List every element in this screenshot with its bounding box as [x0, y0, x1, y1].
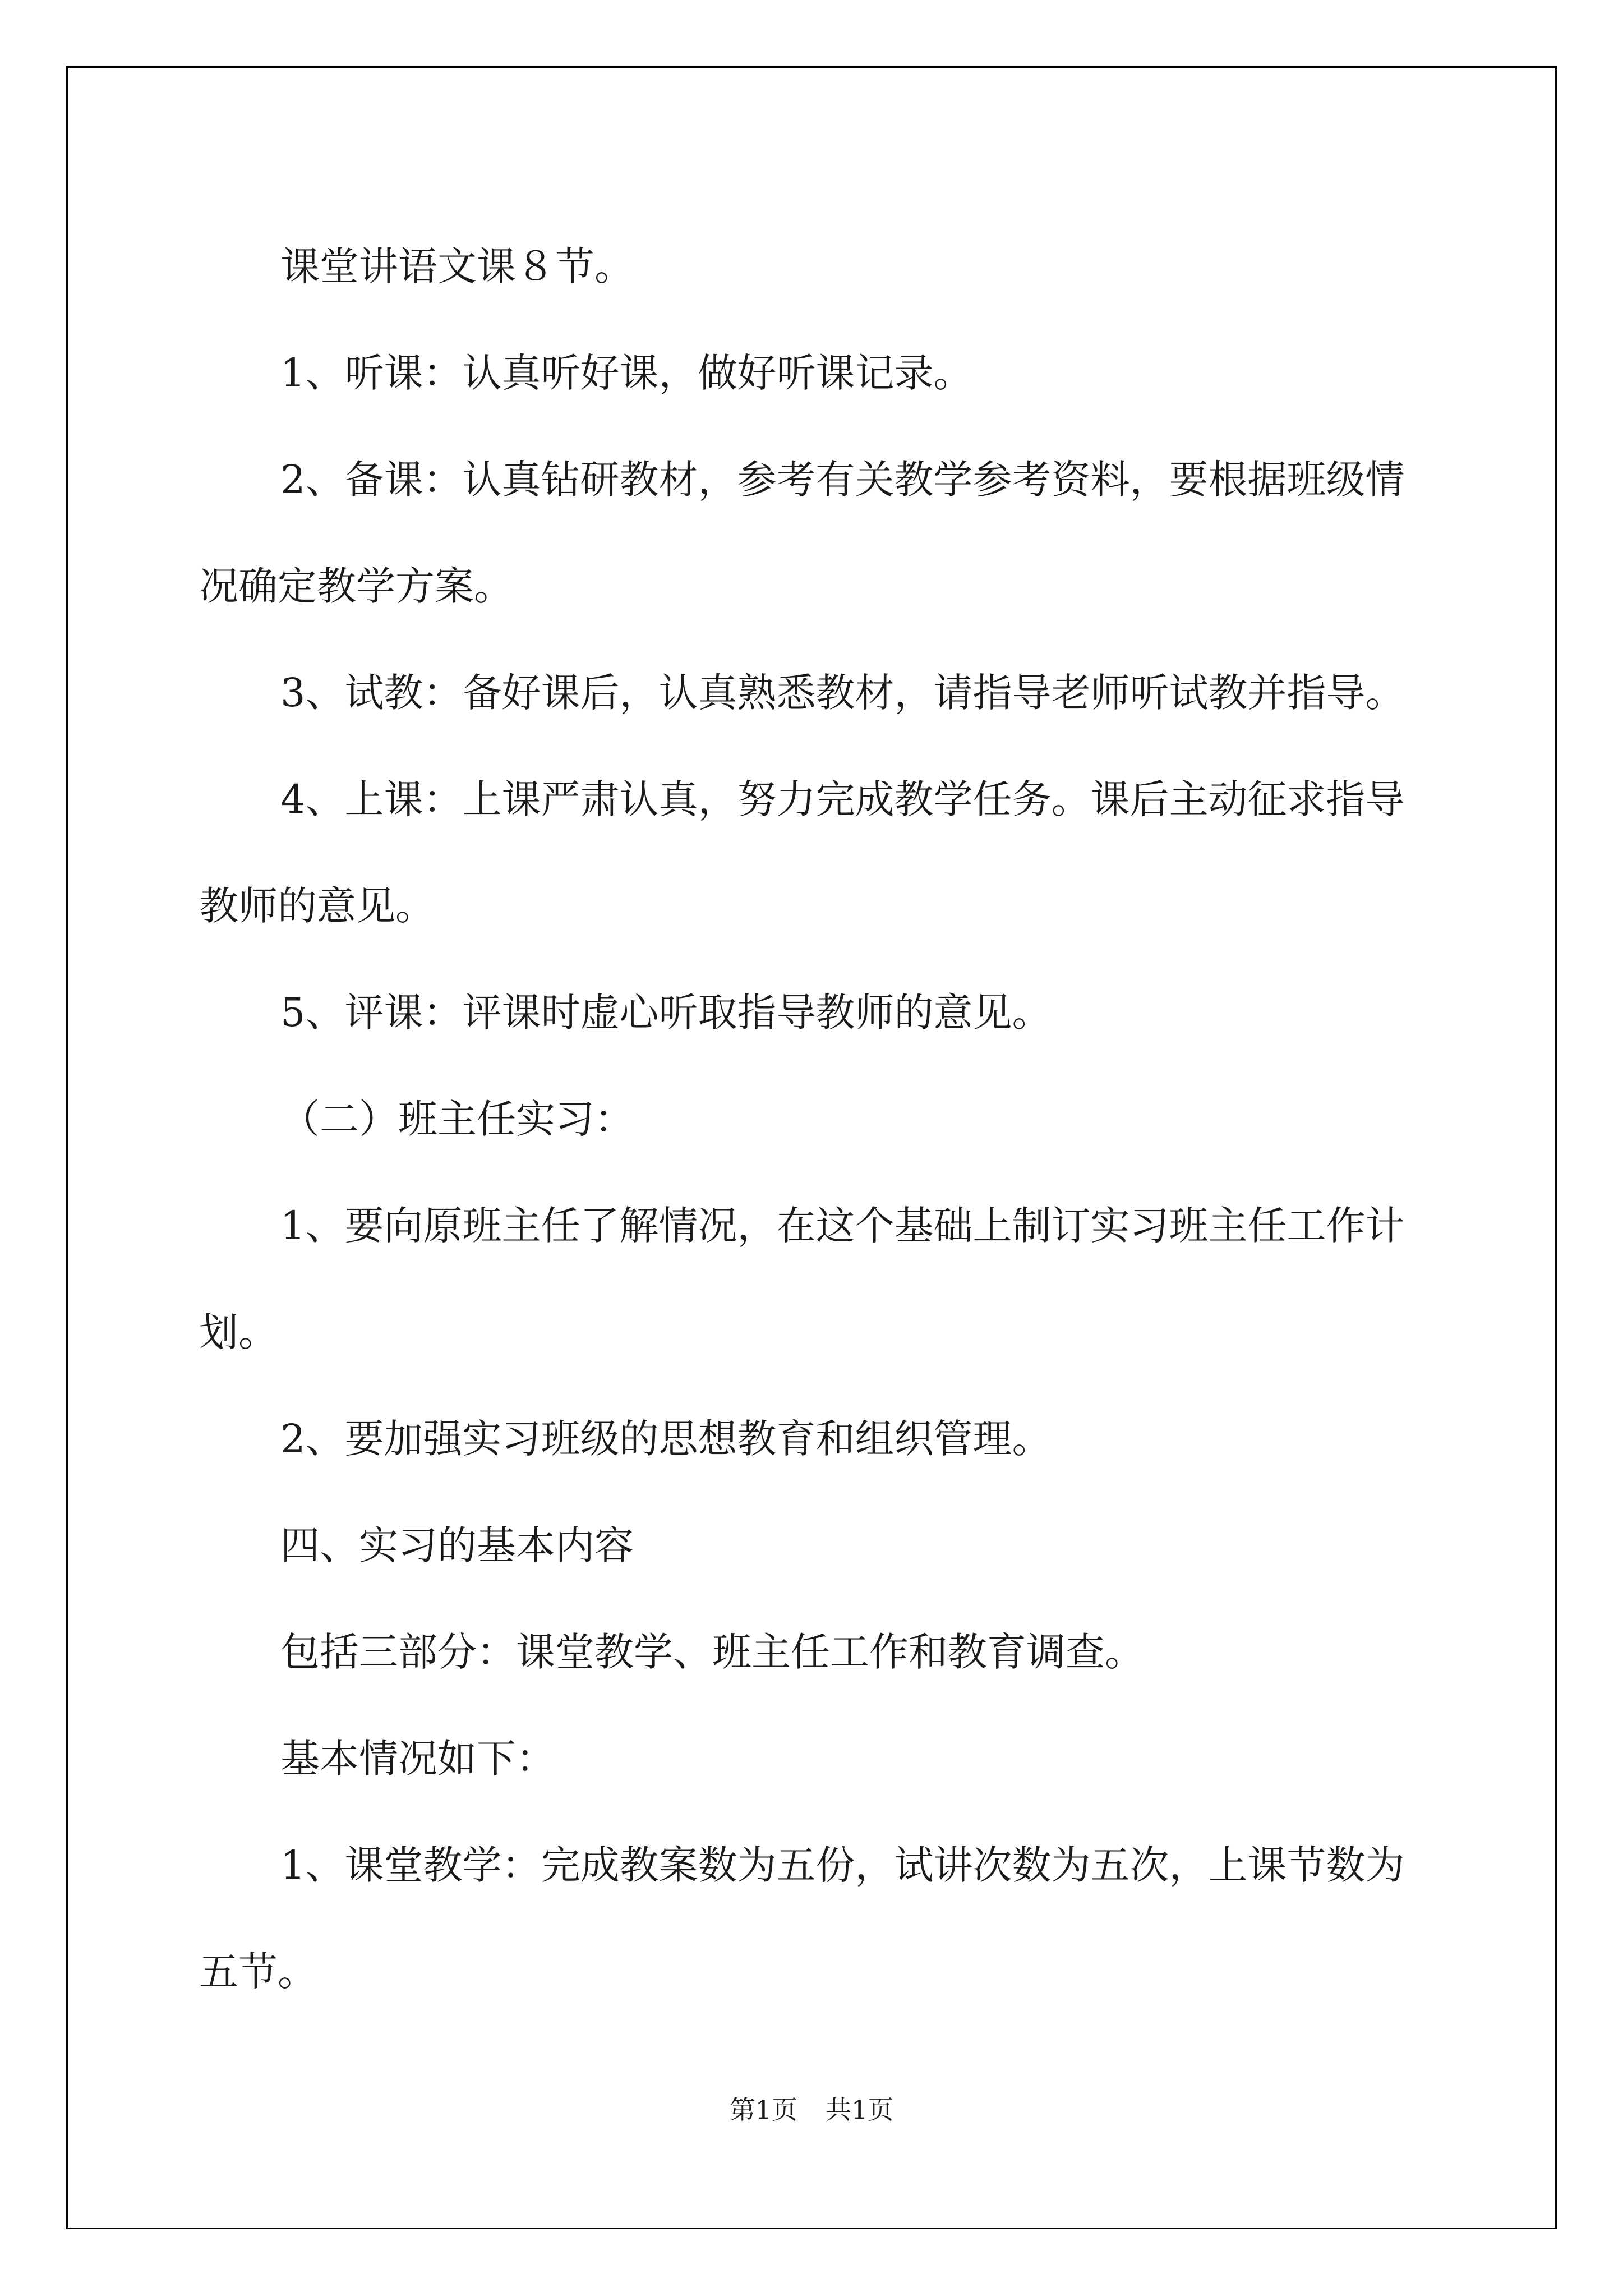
paragraph: 基本情况如下： — [280, 1736, 555, 1782]
paragraph: 2、要加强实习班级的思想教育和组织管理。 — [280, 1416, 1052, 1462]
section-heading: 四、实习的基本内容 — [280, 1522, 634, 1568]
paragraph: 1、课堂教学：完成教案数为五份，试讲次数为五次，上课节数为 — [280, 1842, 1405, 1888]
paragraph: 1、要向原班主任了解情况，在这个基础上制订实习班主任工作计 — [280, 1203, 1405, 1249]
paragraph: 3、试教：备好课后，认真熟悉教材，请指导老师听试教并指导。 — [280, 670, 1405, 716]
paragraph: 包括三部分：课堂教学、班主任工作和教育调查。 — [280, 1629, 1144, 1675]
paragraph-continuation: 况确定教学方案。 — [199, 563, 513, 609]
paragraph: 2、备课：认真钻研教材，参考有关教学参考资料，要根据班级情 — [280, 457, 1405, 503]
page-total: 共1页 — [826, 2095, 894, 2125]
paragraph: 课堂讲语文课８节。 — [280, 243, 634, 289]
page-number: 第1页 — [729, 2095, 797, 2125]
paragraph-continuation: 划。 — [199, 1309, 278, 1355]
paragraph: 1、听课：认真听好课，做好听课记录。 — [280, 350, 973, 396]
paragraph: 4、上课：上课严肃认真，努力完成教学任务。课后主动征求指导 — [280, 776, 1405, 822]
paragraph-continuation: 教师的意见。 — [199, 883, 435, 929]
document-body — [199, 213, 1422, 2025]
paragraph: 5、评课：评课时虚心听取指导教师的意见。 — [280, 990, 1052, 1036]
section-heading: （二）班主任实习： — [280, 1096, 634, 1142]
paragraph-continuation: 五节。 — [199, 1949, 317, 1995]
page-footer — [0, 2090, 1623, 2127]
